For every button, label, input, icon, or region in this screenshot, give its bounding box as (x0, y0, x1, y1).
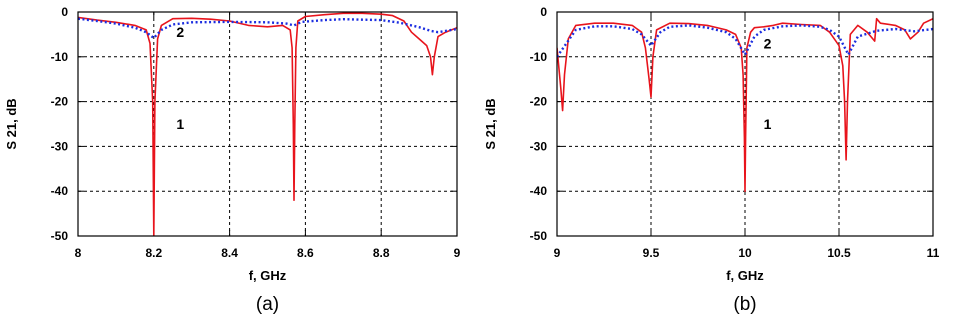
y-tick-label: -10 (529, 49, 547, 64)
y-tick-label: -30 (50, 139, 68, 154)
y-tick-label: -40 (50, 184, 68, 199)
x-tick-label: 11 (926, 246, 940, 260)
x-tick-label: 10.5 (827, 246, 851, 260)
curve-label-2: 2 (176, 24, 185, 41)
chart-panel-b (483, 5, 940, 315)
x-tick-label: 10 (738, 246, 752, 260)
x-tick-label: 8.2 (145, 246, 163, 260)
plot-frame (78, 12, 457, 236)
y-tick-label: -50 (50, 229, 68, 243)
y-tick-label: -40 (529, 184, 547, 199)
x-tick-label: 9 (453, 246, 461, 260)
curve-label-1: 1 (176, 116, 185, 132)
x-tick-label: 9.5 (642, 246, 660, 260)
y-axis-label: S 21, dB (4, 98, 19, 150)
y-tick-label: -50 (529, 229, 547, 243)
x-tick-label: 8.8 (372, 246, 390, 260)
x-tick-label: 9 (553, 246, 561, 260)
chart-panel-a (4, 5, 461, 315)
y-tick-label: -30 (529, 139, 547, 154)
x-tick-label: 8.4 (221, 246, 238, 260)
panel-label: (b) (733, 294, 757, 315)
x-axis-label: f, GHz (248, 268, 287, 283)
x-axis-label: f, GHz (726, 268, 764, 283)
x-tick-label: 8 (74, 246, 82, 260)
y-tick-label: -10 (50, 49, 68, 64)
y-tick-label: 0 (540, 5, 547, 19)
y-tick-label: -20 (50, 94, 68, 109)
series-line-2 (78, 19, 457, 41)
y-tick-label: -20 (529, 94, 547, 109)
panel-label: (a) (255, 294, 280, 315)
series-line-1 (78, 13, 457, 236)
y-axis-label: S 21, dB (483, 98, 498, 150)
curve-label-2: 2 (763, 35, 772, 52)
curve-label-1: 1 (763, 116, 772, 132)
x-tick-label: 8.6 (297, 246, 314, 260)
y-tick-label: 0 (61, 5, 68, 19)
